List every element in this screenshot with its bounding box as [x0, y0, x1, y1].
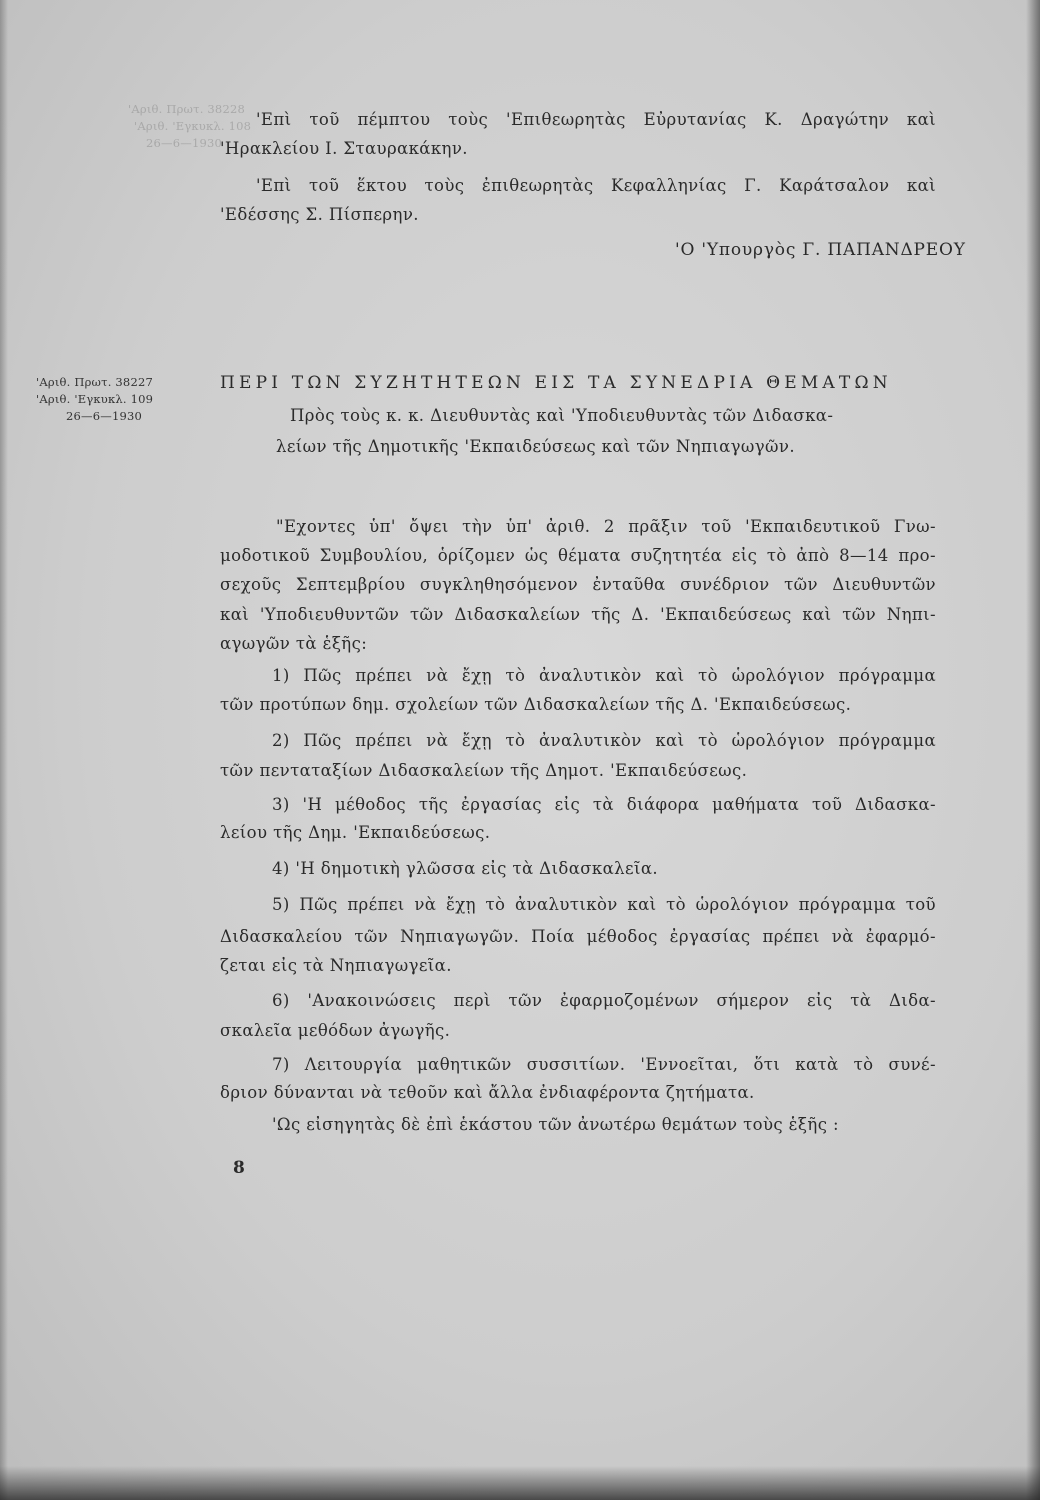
closing-line: 'Ως εἰσηγητὰς δὲ ἐπὶ ἑκάστου τῶν ἀνωτέρω θεμάτων τοὺς ἑξῆς : — [272, 1115, 839, 1134]
item-7-line-1: 7) Λειτουργία μαθητικῶν συσσιτίων. 'Εννοεῖται, ὅτι κατὰ τὸ συνέ- — [272, 1055, 936, 1074]
item-1-line-1: 1) Πῶς πρέπει νὰ ἔχῃ τὸ ἀναλυτικὸν καὶ τὸ ὡρολόγιον πρόγραμμα — [272, 666, 936, 685]
body-p1-line-4: καὶ 'Υποδιευθυντῶν τῶν Διδασκαλείων τῆς Δ. 'Εκπαιδεύσεως καὶ τῶν Νηπι- — [220, 605, 936, 624]
margin-note-top-line-2: 'Αριθ. 'Εγκυκλ. 108 — [134, 119, 252, 133]
intro-line-1: 'Επὶ τοῦ πέμπτου τοὺς 'Επιθεωρητὰς Εὐρυτανίας Κ. Δραγώτην καὶ — [256, 110, 936, 129]
margin-note-top-line-1: 'Αριθ. Πρωτ. 38228 — [128, 102, 245, 116]
circular-heading: ΠΕΡΙ ΤΩΝ ΣΥΖΗΤΗΤΕΩΝ ΕΙΣ ΤΑ ΣΥΝΕΔΡΙΑ ΘΕΜΑΤΩΝ — [220, 373, 892, 393]
margin-note-top-line-3: 26—6—1930 — [146, 136, 223, 150]
margin-note — [36, 374, 153, 425]
item-3-line-2: λείου τῆς Δημ. 'Εκπαιδεύσεως. — [220, 823, 491, 842]
item-2-line-1: 2) Πῶς πρέπει νὰ ἔχῃ τὸ ἀναλυτικὸν καὶ τὸ ὡρολόγιον πρόγραμμα — [272, 731, 936, 750]
margin-note-protocol: 'Αριθ. Πρωτ. 38227 — [36, 375, 153, 389]
addressee-line-2: λείων τῆς Δημοτικῆς 'Εκπαιδεύσεως καὶ τῶν Νηπιαγωγῶν. — [276, 437, 795, 456]
intro-line-4: 'Εδέσσης Σ. Πίσπερην. — [220, 205, 419, 224]
body-p1-line-1: "Εχοντες ὑπ' ὄψει τὴν ὑπ' ἀριθ. 2 πρᾶξιν τοῦ 'Εκπαιδευτικοῦ Γνω- — [276, 517, 936, 536]
scan-edge-right — [1026, 0, 1040, 1500]
item-6-line-2: σκαλεῖα μεθόδων ἀγωγῆς. — [220, 1021, 451, 1040]
margin-note-date: 26—6—1930 — [66, 409, 143, 423]
item-5-line-1: 5) Πῶς πρέπει νὰ ἔχῃ τὸ ἀναλυτικὸν καὶ τὸ ὡρολόγιον πρόγραμμα τοῦ — [272, 895, 936, 914]
intro-line-3: 'Επὶ τοῦ ἕκτου τοὺς ἐπιθεωρητὰς Κεφαλληνίας Γ. Καράτσαλον καὶ — [256, 176, 936, 195]
item-2-line-2: τῶν πενταταξίων Διδασκαλείων τῆς Δημοτ. 'Εκπαιδεύσεως. — [220, 761, 748, 780]
body-p1-line-2: μοδοτικοῦ Συμβουλίου, ὁρίζομεν ὡς θέματα συζητητέα εἰς τὸ ἀπὸ 8—14 προ- — [220, 546, 936, 565]
item-6-line-1: 6) 'Ανακοινώσεις περὶ τῶν ἐφαρμοζομένων σήμερον εἰς τὰ Διδα- — [272, 991, 936, 1010]
intro-line-2: 'Ηρακλείου Ι. Σταυρακάκην. — [220, 139, 468, 158]
item-5-line-3: ζεται εἰς τὰ Νηπιαγωγεῖα. — [220, 956, 452, 975]
minister-signature: 'Ο 'Υπουργὸς Γ. ΠΑΠΑΝΔΡΕΟΥ — [675, 240, 966, 260]
item-1-line-2: τῶν προτύπων δημ. σχολείων τῶν Διδασκαλείων τῆς Δ. 'Εκπαιδεύσεως. — [220, 695, 852, 714]
scan-edge-bottom — [0, 1466, 1040, 1500]
item-3-line-1: 3) 'Η μέθοδος τῆς ἐργασίας εἰς τὰ διάφορα μαθήματα τοῦ Διδασκα- — [272, 795, 936, 814]
item-7-line-2: δριον δύνανται νὰ τεθοῦν καὶ ἄλλα ἐνδιαφέροντα ζητήματα. — [220, 1083, 755, 1102]
addressee-line-1: Πρὸς τοὺς κ. κ. Διευθυντὰς καὶ 'Υποδιευθυντὰς τῶν Διδασκα- — [290, 406, 834, 425]
body-p1-line-3: σεχοῦς Σεπτεμβρίου συγκληθησόμενον ἐνταῦθα συνέδριον τῶν Διευθυντῶν — [220, 575, 936, 594]
page-number: 8 — [233, 1158, 245, 1178]
scan-edge-left — [0, 0, 8, 1500]
margin-note-circular: 'Αριθ. 'Εγκυκλ. 109 — [36, 392, 154, 406]
item-5-line-2: Διδασκαλείου τῶν Νηπιαγωγῶν. Ποία μέθοδος ἐργασίας πρέπει νὰ ἐφαρμό- — [220, 927, 936, 946]
item-4-line-1: 4) 'Η δημοτικὴ γλῶσσα εἰς τὰ Διδασκαλεῖα. — [272, 859, 659, 878]
body-p1-line-5: αγωγῶν τὰ ἑξῆς: — [220, 634, 368, 653]
